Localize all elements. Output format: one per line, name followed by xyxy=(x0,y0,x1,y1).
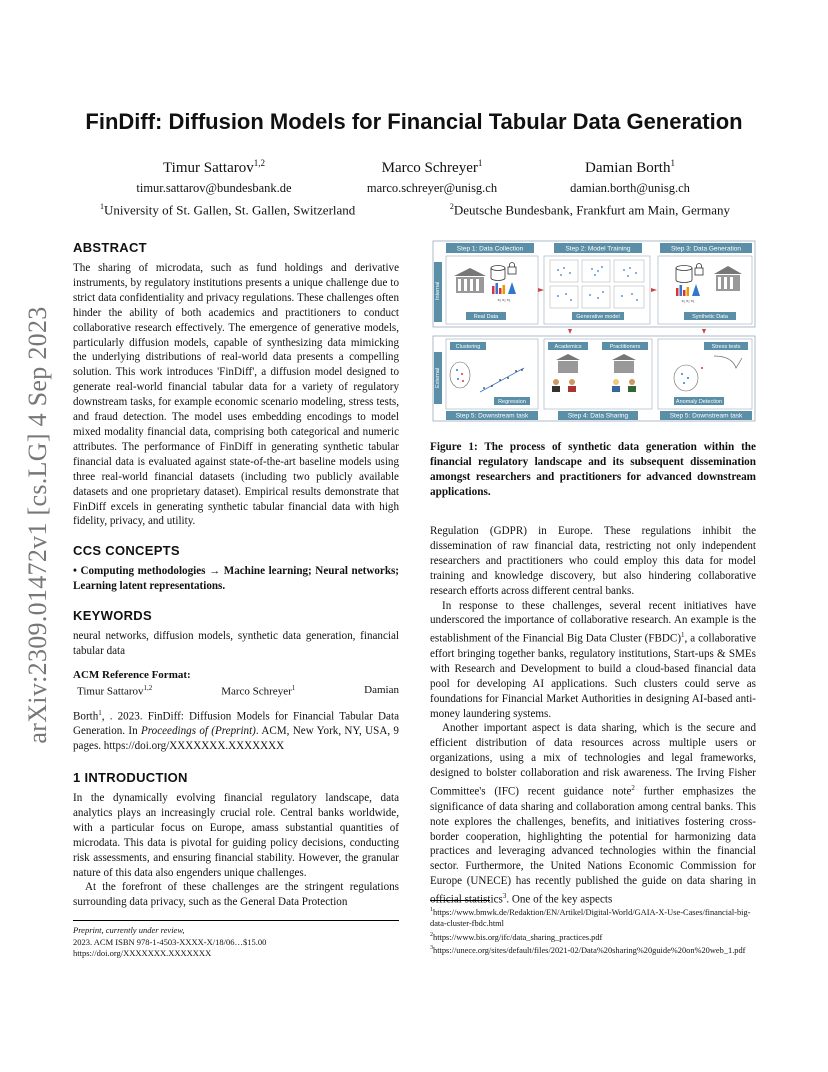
author-1-email: timur.sattarov@bundesbank.de xyxy=(136,181,292,195)
regression-label: Regression xyxy=(498,399,526,405)
real-data-label: Real Data xyxy=(473,314,499,320)
right-p2-sup: 1 xyxy=(681,631,685,640)
right-p3b: further emphasizes the significance of data sharing and collaboration among central banks. This note explores the challenges, benefits, and initiatives fostering cross-border cooperation, highlighting the potential for harmonizing data practices and leveraging advanced technologies within the financial sector. Furthermore, the United Nations Economic Commission for Europe (UNECE) has recently published the guide on data sharing in official statistics xyxy=(430,785,756,906)
step4-label: Step 4: Data Sharing xyxy=(567,412,629,420)
left-footer-line2: 2023. ACM ISBN 978-1-4503-XXXX-X/18/06…$15.00 xyxy=(73,936,267,947)
left-footer-line3: https://doi.org/XXXXXXX.XXXXXXX xyxy=(73,948,212,958)
intro-p1: In the dynamically evolving financial regulatory landscape, data analytics plays an increasingly crucial role. Central banks worldwide, with a particular focus on Europe, amass substantial quantities of microdata. This data is pivotal for guiding policy decisions, conducting risk assessments, and ensuring financial stability. However, the granular nature of this data also engenders unique challenges. xyxy=(73,792,399,879)
right-p3a: Another important aspect is data sharing, which is the secure and efficient distribution of data resources across multiple users or organizations, using a mix of technologies and legal frameworks, designed to bolster collaboration and risk awareness. The Irving Fisher Committee's (IFC) recent guidance note xyxy=(430,722,756,798)
xlabels-2: x₁ x₂ x₃ xyxy=(681,298,695,303)
author-3 xyxy=(530,158,730,196)
ref-name-2-wrap xyxy=(221,684,295,698)
affiliation-2 xyxy=(450,202,730,218)
right-p3c: . One of the key aspects xyxy=(506,893,613,906)
ccs-text: • Computing methodologies → Machine learning; Neural networks; Learning latent representations. xyxy=(73,565,399,593)
footnote-1-link[interactable]: https://www.bmwk.de/Redaktion/EN/Artikel/Digital-World/GAIA-X-Use-Cases/financial-big-data-cluster-fbdc.html xyxy=(430,907,751,929)
affiliation-1-sup: 1 xyxy=(100,202,104,211)
ref-sup-1: 1,2 xyxy=(143,683,153,692)
affiliation-1 xyxy=(100,202,355,218)
abstract-heading: ABSTRACT xyxy=(73,240,147,255)
generative-model-label: Generative model xyxy=(576,314,620,320)
author-2-name: Marco Schreyer xyxy=(381,160,478,176)
step2-label: Step 2: Model Training xyxy=(565,245,631,253)
ref-format-label: ACM Reference Format: xyxy=(73,668,191,681)
footnote-1-n: 1 xyxy=(430,907,433,913)
keywords-text: neural networks, diffusion models, synthetic data generation, financial tabular data xyxy=(73,630,399,658)
author-1-sup: 1,2 xyxy=(253,158,265,168)
left-footer-rule xyxy=(73,920,399,921)
ref-sup-2: 1 xyxy=(291,683,296,692)
keywords-heading: KEYWORDS xyxy=(73,608,152,624)
ref-text-b: , . 2023. FinDiff: Diffusion Models for Financial Tabular Data Generation. In xyxy=(73,710,399,738)
xlabels-1: x₁ x₂ x₃ xyxy=(497,297,511,302)
author-3-sup: 1 xyxy=(670,158,675,168)
right-p2a: In response to these challenges, several recent initiatives have underscored the importance of collaborative research. An example is the establishment of the Financial Big Data Cluster (FBDC) xyxy=(430,599,756,646)
author-3-name: Damian Borth xyxy=(585,160,671,176)
left-footer-line1: Preprint, currently under review, xyxy=(73,925,185,935)
ref-proc: Proceedings of (Preprint) xyxy=(140,725,256,738)
author-1 xyxy=(114,158,314,196)
ref-format-names xyxy=(73,684,399,698)
author-3-email: damian.borth@unisg.ch xyxy=(570,181,690,195)
stress-tests-label: Stress tests xyxy=(711,344,741,350)
arxiv-id: arXiv:2309.01472v1 [cs.LG] 4 Sep 2023 xyxy=(23,306,52,744)
author-1-name: Timur Sattarov xyxy=(163,160,254,176)
clustering-label: Clustering xyxy=(455,344,481,350)
author-2-sup: 1 xyxy=(477,158,483,168)
right-p3 xyxy=(430,721,756,907)
anomaly-label: Anomaly Detection xyxy=(675,399,723,405)
internal-label: Internal xyxy=(435,281,441,300)
right-p3-sup: 2 xyxy=(631,784,635,793)
paper-title: FinDiff: Diffusion Models for Financial Tabular Data Generation xyxy=(85,109,743,134)
footnote-2-link[interactable]: https://www.bis.org/ifc/data_sharing_practices.pdf xyxy=(433,932,603,942)
figure-caption: Figure 1: The process of synthetic data generation within the financial regulatory landscape and its subsequent dissemination amongst researchers and practitioners for advanced downstream applications. xyxy=(430,441,756,498)
figure-1 xyxy=(432,240,756,422)
ccs-heading: CCS CONCEPTS xyxy=(73,543,180,559)
figure-1-diagram xyxy=(432,240,756,422)
right-column xyxy=(430,524,756,908)
step1-label: Step 1: Data Collection xyxy=(456,245,524,253)
footnote-2 xyxy=(430,930,756,943)
step5a-label: Step 5: Downstream task xyxy=(455,412,529,420)
step3-label: Step 3: Data Generation xyxy=(670,245,742,253)
ref-text-c: . ACM, New York, NY, USA, 9 pages. https://doi.org/XXXXXXX.XXXXXXX xyxy=(73,725,399,753)
footnote-1 xyxy=(430,905,756,930)
left-footer xyxy=(73,920,399,960)
right-p3-sup2: 3 xyxy=(502,892,507,901)
author-2 xyxy=(332,158,532,196)
synthetic-data-label: Synthetic Data xyxy=(692,314,728,320)
practitioners-label: Practitioners xyxy=(609,344,641,350)
affiliation-2-text: Deutsche Bundesbank, Frankfurt am Main, Germany xyxy=(453,202,730,218)
author-2-email: marco.schreyer@unisg.ch xyxy=(366,181,498,195)
arxiv-watermark xyxy=(18,290,58,760)
footnotes xyxy=(430,900,756,956)
ref-sup-3: 1 xyxy=(98,708,102,717)
intro-p2: At the forefront of these challenges are the stringent regulations surrounding data privacy, such as the General Data Protection xyxy=(73,881,399,909)
footnote-3-link[interactable]: https://unece.org/sites/default/files/2021-02/Data%20sharing%20guide%20on%20web_1.pdf xyxy=(433,945,746,955)
external-label: External xyxy=(435,367,441,388)
step5b-label: Step 5: Downstream task xyxy=(669,412,743,420)
academics-label: Academics xyxy=(554,344,582,350)
footnote-rule xyxy=(430,900,490,901)
right-p2 xyxy=(430,599,756,722)
ref-name-1: Timur Sattarov xyxy=(77,685,144,698)
footnote-2-n: 2 xyxy=(430,931,433,938)
right-p2b: , a collaborative effort bringing together banks, regulatory institutions, Start-ups & SMEs with Research and Development to build a cloud-based financial data pool for developing AI applications. Such clusters could serve as foundations for Financial Market Authorities in designing AI-based anti-money laundering systems. xyxy=(430,633,756,720)
footnote-3-n: 3 xyxy=(430,945,433,952)
affiliation-2-sup: 2 xyxy=(449,202,454,211)
abstract-text: The sharing of microdata, such as fund holdings and derivative instruments, by regulatory institutions presents a unique challenge due to strict data confidentiality and privacy regulations. These challenges often hinder the ability of both academics and practitioners to conduct collaborative research effectively. The emergence of generative models, particularly diffusion models, capable of synthesizing data mimicking the underlying distributions of real-world data presents a compelling solution. This work introduces 'FinDiff', a diffusion model designed to generate real-world financial tabular data for a variety of regulatory downstream tasks, for example economic scenario modeling, stress tests, and fraud detection. The model uses embedding encodings to model mixed modality financial data, comprising both categorical and numeric attributes. The performance of FinDiff in generating synthetic tabular financial data is evaluated against state-of-the-art baseline models using three real-world financial datasets (including two publicly available datasets and one proprietary dataset). Empirical results demonstrate that FinDiff excels in generating synthetic tabular financial data with high fidelity, privacy, and utility. xyxy=(73,262,399,528)
affiliation-1-text: University of St. Gallen, St. Gallen, Switzerland xyxy=(104,202,356,218)
footnote-3 xyxy=(430,943,756,956)
ref-name-1-wrap xyxy=(77,684,152,698)
intro-heading: 1 INTRODUCTION xyxy=(73,770,188,785)
right-p1: Regulation (GDPR) in Europe. These regulations inhibit the dissemination of raw financial data, restricting not only independent researchers and practitioners who could employ this data for model training and knowledge discovery, but also hindering collaborative research efforts across different central banks. xyxy=(430,525,756,597)
ref-format-text xyxy=(73,706,399,754)
left-column xyxy=(73,240,399,910)
affiliations xyxy=(100,202,730,218)
ref-text-a: Borth xyxy=(73,710,99,723)
ref-name-2: Marco Schreyer xyxy=(221,685,292,698)
ref-name-3: Damian xyxy=(364,683,399,696)
